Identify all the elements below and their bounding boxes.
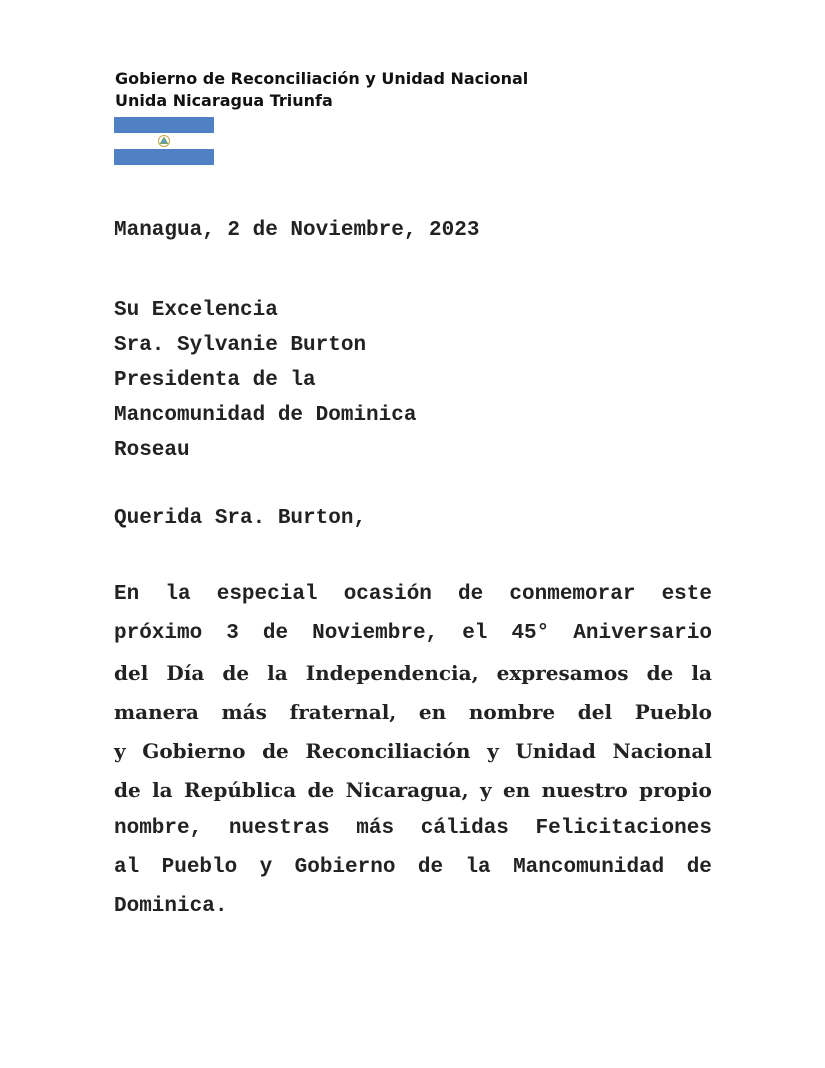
recipient-line: Su Excelencia xyxy=(114,299,278,322)
recipient-line: Roseau xyxy=(114,439,190,462)
body-paragraph-line: Dominica. xyxy=(114,895,228,918)
letter-salutation: Querida Sra. Burton, xyxy=(114,507,367,530)
body-paragraph-line: próximo 3 de Noviembre, el 45° Aniversario xyxy=(114,622,712,645)
letterhead-government-name: Gobierno de Reconciliación y Unidad Nacional xyxy=(115,69,529,88)
recipient-line: Presidenta de la xyxy=(114,369,316,392)
letterhead xyxy=(115,68,528,112)
body-paragraph-line: En la especial ocasión de conmemorar este xyxy=(114,583,712,606)
recipient-line: Mancomunidad de Dominica xyxy=(114,404,417,427)
recipient-line: Sra. Sylvanie Burton xyxy=(114,334,367,357)
body-paragraph-line: de la República de Nicaragua, y en nuestro propio xyxy=(114,778,712,802)
body-paragraph-line: del Día de la Independencia, expresamos de la xyxy=(114,661,712,685)
body-paragraph-line: y Gobierno de Reconciliación y Unidad Nacional xyxy=(114,739,712,763)
body-paragraph-line: manera más fraternal, en nombre del Pueblo xyxy=(114,700,712,724)
recipient-address xyxy=(114,293,416,468)
body-paragraph-line: al Pueblo y Gobierno de la Mancomunidad de xyxy=(114,856,712,879)
letter-date: Managua, 2 de Noviembre, 2023 xyxy=(114,219,480,242)
body-paragraph-line: nombre, nuestras más cálidas Felicitaciones xyxy=(114,817,712,840)
nicaragua-flag-icon xyxy=(114,117,214,165)
letter-body xyxy=(114,582,712,933)
letterhead-slogan: Unida Nicaragua Triunfa xyxy=(115,91,333,110)
